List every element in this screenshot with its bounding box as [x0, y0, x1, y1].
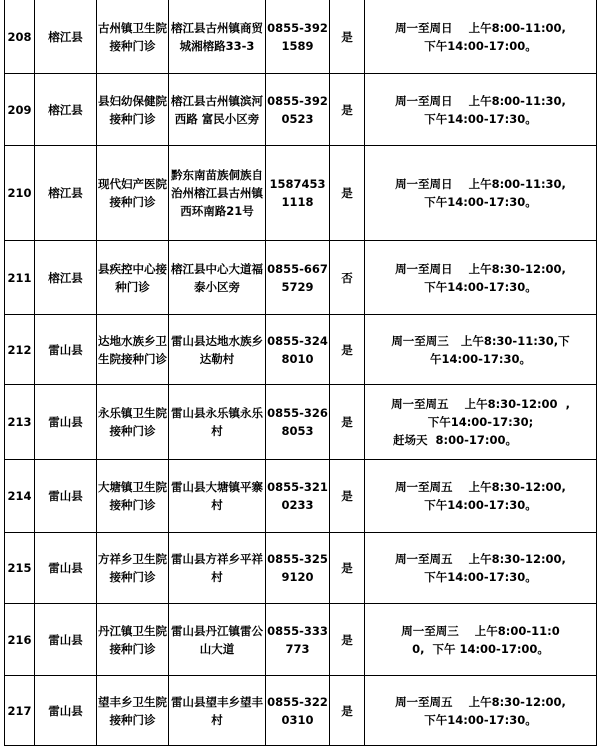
table-row	[5, 74, 597, 146]
address-cell: 雷山县大塘镇平寨村	[169, 460, 266, 533]
hours-line: 周一至周三 上午8:30-11:30,下	[391, 333, 570, 348]
clinic-name-cell: 古州镇卫生院接种门诊	[97, 0, 169, 74]
clinic-table	[4, 0, 597, 746]
hours-cell	[365, 241, 597, 315]
serial-number-cell: 216	[5, 604, 35, 676]
hours-line: 下午14:00-17:00。	[424, 38, 537, 53]
hours-line: 周一至周日 上午8:30-12:00,	[395, 261, 566, 276]
flag-cell: 否	[330, 241, 365, 315]
clinic-name-cell: 永乐镇卫生院接种门诊	[97, 385, 169, 460]
hours-line: 下午14:00-17:30。	[424, 712, 537, 727]
hours-line: 周一至周日 上午8:00-11:30,	[395, 177, 566, 191]
flag-cell: 是	[330, 146, 365, 241]
address-cell: 榕江县中心大道福泰小区旁	[169, 241, 266, 315]
county-cell: 雷山县	[35, 385, 97, 460]
flag-cell: 是	[330, 533, 365, 604]
clinic-table-body	[5, 0, 597, 746]
address-cell: 榕江县古州镇滨河西路 富民小区旁	[169, 74, 266, 146]
phone-cell: 0855-3220310	[266, 676, 330, 746]
hours-cell	[365, 315, 597, 385]
serial-number-cell: 208	[5, 0, 35, 74]
hours-cell	[365, 146, 597, 241]
table-row	[5, 676, 597, 746]
hours-cell	[365, 74, 597, 146]
phone-cell: 15874531118	[266, 146, 330, 241]
flag-cell: 是	[330, 0, 365, 74]
hours-line: 周一至周五 上午8:30-12:00 ,	[391, 397, 570, 411]
serial-number-cell: 215	[5, 533, 35, 604]
address-cell: 榕江县古州镇商贸城湘榕路33-3	[169, 0, 266, 74]
address-cell: 雷山县达地水族乡达勒村	[169, 315, 266, 385]
clinic-name-cell: 县疾控中心接种门诊	[97, 241, 169, 315]
hours-line: 0, 下午 14:00-17:00。	[412, 641, 549, 656]
phone-cell: 0855-6675729	[266, 241, 330, 315]
county-cell: 雷山县	[35, 460, 97, 533]
county-cell: 榕江县	[35, 74, 97, 146]
county-cell: 雷山县	[35, 604, 97, 676]
table-row	[5, 604, 597, 676]
hours-line: 下午14:00-17:30。	[424, 195, 537, 209]
hours-line: 下午14:00-17:30。	[424, 279, 537, 294]
serial-number-cell: 211	[5, 241, 35, 315]
table-row	[5, 315, 597, 385]
hours-line: 午14:00-17:30。	[430, 351, 531, 366]
county-cell: 雷山县	[35, 676, 97, 746]
serial-number-cell: 209	[5, 74, 35, 146]
clinic-name-cell: 丹江镇卫生院接种门诊	[97, 604, 169, 676]
serial-number-cell: 217	[5, 676, 35, 746]
table-row	[5, 0, 597, 74]
clinic-name-cell: 方祥乡卫生院接种门诊	[97, 533, 169, 604]
phone-cell: 0855-333773	[266, 604, 330, 676]
flag-cell: 是	[330, 460, 365, 533]
flag-cell: 是	[330, 676, 365, 746]
hours-cell	[365, 533, 597, 604]
flag-cell: 是	[330, 385, 365, 460]
hours-line: 周一至周日 上午8:00-11:00,	[395, 20, 566, 35]
hours-line: 下午14:00-17:30。	[424, 570, 537, 584]
hours-cell	[365, 460, 597, 533]
clinic-name-cell: 大塘镇卫生院接种门诊	[97, 460, 169, 533]
phone-cell: 0855-3268053	[266, 385, 330, 460]
flag-cell: 是	[330, 315, 365, 385]
hours-line: 下午14:00-17:30;	[427, 415, 534, 429]
clinic-name-cell: 现代妇产医院接种门诊	[97, 146, 169, 241]
address-cell: 雷山县望丰乡望丰村	[169, 676, 266, 746]
hours-cell	[365, 385, 597, 460]
table-row	[5, 533, 597, 604]
phone-cell: 0855-3259120	[266, 533, 330, 604]
address-cell: 黔东南苗族侗族自治州榕江县古州镇西环南路21号	[169, 146, 266, 241]
flag-cell: 是	[330, 74, 365, 146]
hours-line: 周一至周五 上午8:30-12:00,	[395, 480, 566, 494]
address-cell: 雷山县方祥乡平祥村	[169, 533, 266, 604]
table-row	[5, 241, 597, 315]
county-cell: 雷山县	[35, 533, 97, 604]
hours-line: 周一至周三 上午8:00-11:0	[401, 623, 560, 638]
clinic-name-cell: 望丰乡卫生院接种门诊	[97, 676, 169, 746]
table-row	[5, 146, 597, 241]
serial-number-cell: 210	[5, 146, 35, 241]
hours-cell	[365, 0, 597, 74]
address-cell: 雷山县永乐镇永乐村	[169, 385, 266, 460]
hours-line: 周一至周日 上午8:00-11:30,	[395, 93, 566, 108]
address-cell: 雷山县丹江镇雷公山大道	[169, 604, 266, 676]
county-cell: 榕江县	[35, 241, 97, 315]
table-row	[5, 385, 597, 460]
table-row	[5, 460, 597, 533]
serial-number-cell: 212	[5, 315, 35, 385]
phone-cell: 0855-3920523	[266, 74, 330, 146]
clinic-name-cell: 县妇幼保健院接种门诊	[97, 74, 169, 146]
hours-line: 下午14:00-17:30。	[424, 498, 537, 512]
phone-cell: 0855-3210233	[266, 460, 330, 533]
county-cell: 雷山县	[35, 315, 97, 385]
county-cell: 榕江县	[35, 0, 97, 74]
flag-cell: 是	[330, 604, 365, 676]
hours-cell	[365, 676, 597, 746]
phone-cell: 0855-3248010	[266, 315, 330, 385]
hours-line: 下午14:00-17:30。	[424, 111, 537, 126]
clinic-name-cell: 达地水族乡卫生院接种门诊	[97, 315, 169, 385]
hours-line: 周一至周五 上午8:30-12:00,	[395, 552, 566, 566]
hours-line: 赶场天 8:00-17:00。	[393, 433, 517, 447]
serial-number-cell: 213	[5, 385, 35, 460]
hours-cell	[365, 604, 597, 676]
county-cell: 榕江县	[35, 146, 97, 241]
serial-number-cell: 214	[5, 460, 35, 533]
hours-line: 周一至周五 上午8:30-12:00,	[395, 694, 566, 709]
phone-cell: 0855-3921589	[266, 0, 330, 74]
